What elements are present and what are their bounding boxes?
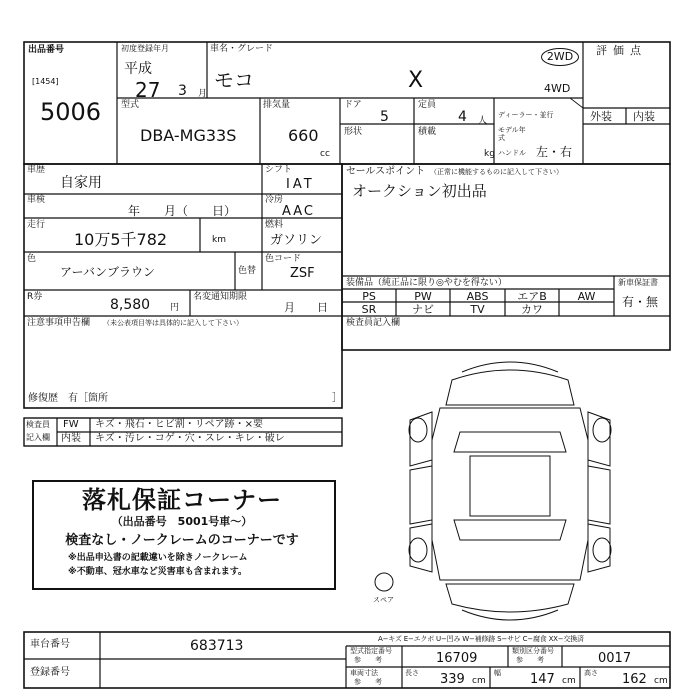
equip-aw: AW — [577, 290, 596, 303]
inspector-interior-head: 内装 — [61, 433, 81, 444]
mileage-value: 10万5千782 — [74, 230, 168, 249]
lot-number: 5006 — [40, 98, 102, 126]
fuel-label: 燃料 — [265, 220, 284, 230]
dims-label: 車両寸法 — [350, 669, 378, 677]
reg-month-unit: 月 — [198, 89, 208, 99]
drive-2wd-circled: 2WD — [541, 48, 579, 66]
displacement-value: 660 — [288, 126, 319, 145]
name-label: 車名・グレード — [210, 44, 274, 54]
type-desig-value: 16709 — [436, 651, 478, 666]
equipment-label: 装備品（純正品に限り◎やむを得ない） — [346, 278, 507, 288]
dims-length: 339 — [440, 672, 465, 687]
recycle-value: 8,580 — [110, 297, 151, 313]
inspection-value: 年 月（ 日） — [128, 204, 237, 218]
handle-value: 左・右 — [536, 145, 573, 159]
eval-exterior: 外装 — [590, 110, 612, 123]
color-label: 色 — [27, 254, 37, 264]
repair-bracket: ］ — [332, 393, 342, 404]
model-name: モコ — [214, 68, 254, 92]
handle-label: ハンドル — [498, 149, 526, 157]
chassis-value: 683713 — [190, 638, 244, 654]
mileage-label: 走行 — [27, 220, 46, 230]
inspector-interior-row: キズ・汚レ・コゲ・穴・スレ・キレ・破レ — [95, 433, 285, 444]
loadcap-label: 積載 — [418, 127, 437, 137]
drive-4wd: 4WD — [544, 82, 571, 95]
grade: X — [408, 68, 424, 93]
equip-navi: ナビ — [412, 303, 434, 316]
equip-pw: PW — [414, 290, 432, 303]
eval-interior: 内装 — [633, 110, 655, 123]
mileage-unit: km — [212, 235, 226, 245]
title-change-date: 月 日 — [284, 301, 328, 314]
type-desig-label: 型式指定番号 — [350, 647, 392, 655]
equip-ps: PS — [362, 290, 376, 303]
title-change-label: 名変通知期限 — [193, 292, 248, 302]
reg-era: 平成 — [124, 61, 152, 77]
inspector-fw-row: キズ・飛石・ヒビ割・リペア跡・×要 — [95, 419, 263, 430]
banner-title: 落札保証コーナー — [82, 486, 282, 514]
equip-sr: SR — [361, 303, 377, 316]
reg-year: 27 — [135, 78, 161, 102]
dims-length-label: 長さ — [405, 669, 419, 677]
dealer-label: ディーラー・並行 — [498, 111, 554, 119]
doors-label: ドア — [344, 100, 362, 110]
damage-legend: A−キズ E−エクボ U−凹み W−補修跡 S−サビ C−腐食 XX−交換済 — [378, 635, 584, 643]
class-no-label: 類別区分番号 — [512, 647, 554, 655]
class-no-sub: 参 考 — [516, 656, 544, 664]
recycle-label: R券 — [27, 292, 43, 302]
spare-label: スペア — [373, 596, 394, 604]
lot-label: 出品番号 — [28, 45, 65, 55]
ac-label: 冷房 — [265, 195, 284, 205]
equip-tv: TV — [470, 303, 485, 316]
capacity-unit: 人 — [478, 116, 488, 126]
banner-sub: （出品番号 5001号車〜） — [111, 515, 253, 528]
recycle-unit: 円 — [170, 303, 180, 313]
sales-label: セールスポイント — [346, 166, 426, 177]
shape-label: 形状 — [344, 127, 363, 137]
model-year-label: モデル年式 — [498, 126, 526, 142]
equip-abs: ABS — [466, 290, 489, 303]
equip-airbag: エアB — [517, 290, 547, 303]
displacement-unit: cc — [320, 149, 330, 159]
color-code-label: 色コード — [265, 254, 302, 264]
usage-value: 自家用 — [60, 175, 102, 191]
usage-label: 車歴 — [27, 165, 46, 175]
loadcap-unit: kg — [484, 149, 495, 159]
banner-note-1: ※出品申込書の記載違いを除きノークレーム — [68, 553, 248, 563]
equip-leather: カワ — [521, 303, 543, 316]
eval-label: 評価点 — [596, 44, 647, 57]
dims-width-label: 幅 — [494, 669, 501, 677]
banner-line: 検査なし・ノークレームのコーナーです — [65, 533, 299, 548]
dealer-notes-label: 検査員記入欄 — [346, 318, 401, 328]
new-warranty-label: 新車保証書 — [618, 278, 658, 287]
type-value: DBA-MG33S — [140, 126, 237, 145]
sales-value: オークション初出品 — [352, 182, 487, 200]
reg-month: 3 — [178, 83, 187, 99]
class-no-value: 0017 — [598, 651, 632, 666]
reg-label: 初度登録年月 — [121, 44, 169, 53]
displacement-label: 排気量 — [263, 100, 291, 110]
repair-value: 有［箇所 — [68, 393, 108, 404]
color-change-label: 色替 — [238, 266, 257, 276]
dims-width: 147 — [530, 672, 555, 687]
doors-value: 5 — [380, 109, 389, 125]
dims-height-label: 高さ — [584, 669, 598, 677]
dims-sub: 参 考 — [354, 678, 382, 686]
inspector-label-1: 検査員 — [26, 420, 50, 429]
type-label: 型式 — [121, 100, 140, 110]
color-value: アーバンブラウン — [60, 265, 156, 279]
notes-sub: （未公表項目等は具体的に記入して下さい） — [103, 319, 243, 327]
shift-label: シフト — [265, 165, 293, 175]
fuel-value: ガソリン — [270, 233, 323, 248]
repair-label: 修復歴 — [28, 393, 58, 404]
banner-note-2: ※不動車、冠水車など災害車も含まれます。 — [68, 567, 248, 577]
ac-value: AAC — [282, 204, 315, 219]
type-desig-sub: 参 考 — [354, 656, 382, 664]
capacity-value: 4 — [458, 109, 467, 125]
color-code: ZSF — [290, 266, 315, 281]
inspector-fw-head: FW — [63, 419, 79, 430]
new-warranty-value: 有・無 — [622, 295, 659, 309]
dims-height-unit: cm — [654, 676, 668, 686]
inspector-label-2: 記入欄 — [26, 433, 50, 442]
dims-length-unit: cm — [472, 676, 486, 686]
dims-height: 162 — [622, 672, 647, 687]
sales-note: （正常に機能するものに記入して下さい） — [430, 168, 563, 176]
inspection-label: 車検 — [27, 195, 46, 205]
notes-label: 注意事項申告欄 — [27, 318, 91, 328]
shift-value: IAT — [286, 177, 315, 192]
registration-label: 登録番号 — [30, 667, 70, 678]
chassis-label: 車台番号 — [30, 639, 70, 650]
dims-width-unit: cm — [562, 676, 576, 686]
capacity-label: 定員 — [418, 100, 437, 110]
lot-sub: [1454] — [32, 77, 59, 86]
